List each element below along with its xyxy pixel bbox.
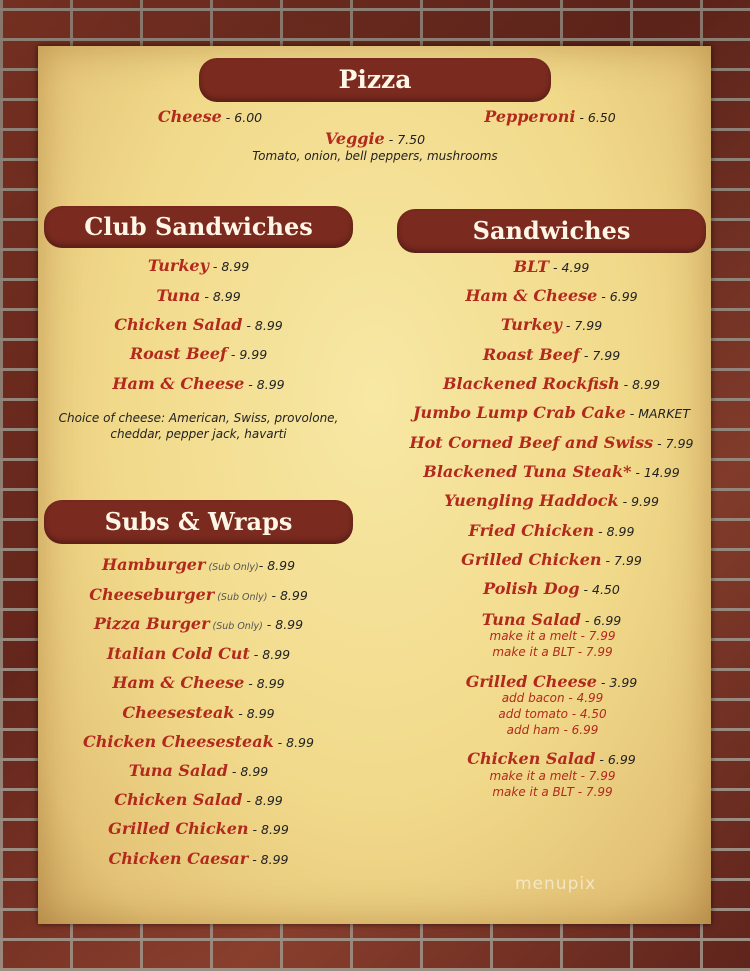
pizza-pepperoni [465, 107, 635, 126]
item-note: (Sub Only) [205, 562, 259, 573]
menu-item [44, 644, 353, 663]
item-price: - 8.99 [208, 259, 250, 274]
addon-line: add bacon - 4.99 [501, 691, 604, 705]
item-price: - 8.99 [244, 676, 285, 691]
grilled-cheese-addon [440, 690, 665, 738]
menu-item [44, 585, 353, 604]
item-price: - 7.99 [601, 553, 642, 568]
item-price: - 8.99 [273, 735, 314, 750]
menu-item [397, 315, 706, 334]
item-name: Chicken Salad [114, 315, 243, 334]
menu-item [397, 672, 706, 691]
item-name: Roast Beef [129, 344, 227, 363]
watermark: menupix [515, 874, 597, 894]
item-name: Hot Corned Beef and Swiss [409, 433, 654, 452]
item-name: Ham & Cheese [112, 673, 245, 692]
item-price: - 6.99 [597, 289, 638, 304]
item-name: BLT [513, 257, 550, 276]
item-price: - 4.50 [579, 582, 620, 597]
item-name: Cheeseburger [89, 585, 215, 604]
club-sandwiches-banner: Club Sandwiches [44, 206, 353, 248]
addon-line: make it a melt - 7.99 [489, 629, 616, 643]
menu-item [397, 749, 706, 768]
item-name: Chicken Cheesesteak [83, 732, 274, 751]
item-price: - 8.99 [262, 617, 304, 632]
item-price: - 7.99 [561, 318, 603, 333]
pizza-banner: Pizza [199, 58, 551, 102]
menu-item [44, 374, 353, 393]
item-price: - 8.99 [227, 764, 269, 779]
note-line: Choice of cheese: American, Swiss, provolone, [58, 411, 339, 425]
item-name: Tuna Salad [128, 761, 228, 780]
item-name: Jumbo Lump Crab Cake [412, 403, 626, 422]
item-name: Cheesesteak [122, 703, 235, 722]
tuna-salad-addon [440, 628, 665, 660]
item-name: Cheese [157, 107, 222, 126]
item-price: - 4.99 [549, 260, 590, 275]
menu-item [397, 286, 706, 305]
menu-item [44, 256, 353, 275]
menu-item [44, 761, 353, 780]
item-price: - 6.99 [580, 613, 622, 628]
sandwiches-banner: Sandwiches [397, 209, 706, 253]
item-name: Veggie [324, 129, 385, 148]
chicken-salad-addon [440, 768, 665, 800]
menu-item [44, 555, 353, 574]
item-name: Italian Cold Cut [106, 644, 250, 663]
item-price: - 8.99 [267, 588, 308, 603]
item-name: Pizza Burger [93, 614, 210, 633]
item-note: (Sub Only) [209, 621, 263, 632]
menu-item [397, 257, 706, 276]
item-name: Chicken Salad [114, 790, 243, 809]
item-price: - 8.99 [248, 822, 289, 837]
menu-item [44, 673, 353, 692]
item-price: - 14.99 [631, 465, 680, 480]
item-name: Tuna [156, 286, 201, 305]
menu-item [44, 819, 353, 838]
item-price: - 8.99 [200, 289, 241, 304]
item-name: Grilled Chicken [461, 550, 602, 569]
item-price: - 8.99 [249, 647, 291, 662]
item-price: - 8.99 [234, 706, 275, 721]
pizza-veggie [300, 129, 450, 148]
item-name: Blackened Rockfish [443, 374, 620, 393]
item-price: - 8.99 [242, 793, 283, 808]
item-note: (Sub Only) [214, 592, 268, 603]
item-price: - 8.99 [594, 524, 635, 539]
item-price: - 7.50 [384, 132, 426, 147]
item-name: Grilled Cheese [465, 672, 597, 691]
item-price: - 8.99 [248, 852, 289, 867]
item-name: Blackened Tuna Steak* [423, 462, 632, 481]
item-name: Tuna Salad [481, 610, 581, 629]
menu-item [397, 433, 706, 452]
item-name: Grilled Chicken [108, 819, 249, 838]
item-price: - 8.99 [244, 377, 285, 392]
item-price: - MARKET [625, 406, 690, 421]
menu-item [44, 614, 353, 633]
menu-item [44, 315, 353, 334]
menu-item [397, 345, 706, 364]
menu-item [397, 374, 706, 393]
item-price: - 8.99 [258, 558, 296, 573]
item-name: Hamburger [101, 555, 206, 574]
addon-line: add ham - 6.99 [506, 723, 599, 737]
menu-item [44, 344, 353, 363]
item-name: Ham & Cheese [465, 286, 598, 305]
item-price: - 9.99 [618, 494, 659, 509]
addon-line: make it a BLT - 7.99 [492, 785, 613, 799]
item-name: Pepperoni [484, 107, 576, 126]
veggie-description: Tomato, onion, bell peppers, mushrooms [252, 149, 498, 163]
addon-line: make it a melt - 7.99 [489, 769, 616, 783]
menu-item [397, 579, 706, 598]
item-name: Turkey [500, 315, 562, 334]
menu-item [44, 732, 353, 751]
item-price: - 3.99 [596, 675, 638, 690]
item-name: Chicken Salad [467, 749, 596, 768]
menu-item [397, 521, 706, 540]
menu-item [397, 403, 706, 422]
item-name: Fried Chicken [468, 521, 595, 540]
menu-item [397, 462, 706, 481]
addon-line: add tomato - 4.50 [498, 707, 607, 721]
item-price: - 6.50 [575, 110, 616, 125]
item-name: Yuengling Haddock [444, 491, 619, 510]
note-line: cheddar, pepper jack, havarti [110, 427, 287, 441]
item-price: - 9.99 [226, 347, 268, 362]
item-price: - 8.99 [242, 318, 283, 333]
item-price: - 6.99 [595, 752, 636, 767]
item-name: Polish Dog [483, 579, 580, 598]
item-price: - 7.99 [653, 436, 694, 451]
pizza-cheese [130, 107, 290, 126]
menu-item [397, 491, 706, 510]
item-price: - 8.99 [619, 377, 660, 392]
subs-wraps-banner: Subs & Wraps [44, 500, 353, 544]
item-name: Roast Beef [482, 345, 580, 364]
menu-item [397, 610, 706, 629]
item-price: - 6.00 [221, 110, 263, 125]
menu-item [44, 703, 353, 722]
cheese-choice-note [44, 410, 353, 442]
menu-item [397, 550, 706, 569]
menu-item [44, 790, 353, 809]
addon-line: make it a BLT - 7.99 [492, 645, 613, 659]
menu-item [44, 286, 353, 305]
item-name: Ham & Cheese [112, 374, 245, 393]
menu-item [44, 849, 353, 868]
item-name: Turkey [147, 256, 209, 275]
item-price: - 7.99 [579, 348, 621, 363]
item-name: Chicken Caesar [108, 849, 249, 868]
